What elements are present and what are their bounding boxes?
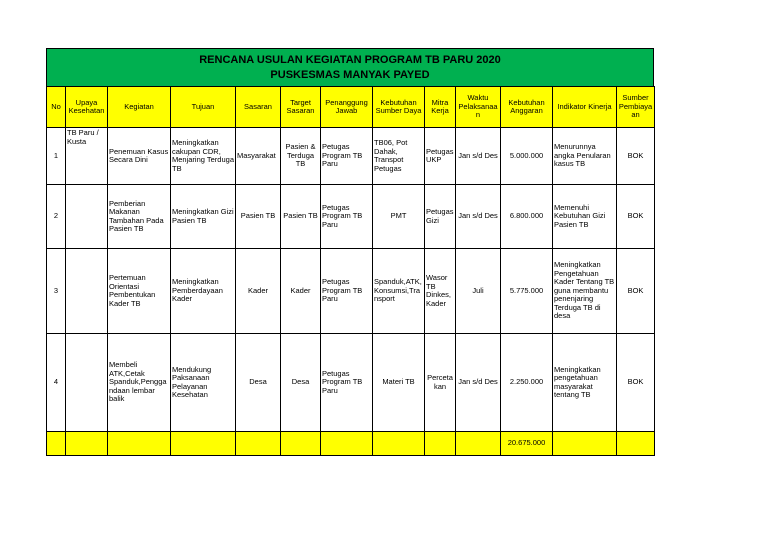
- cell-mitra: Petugas UKP: [425, 128, 456, 185]
- total-empty-cell: [617, 432, 655, 456]
- cell-tujuan: Mendukung Paksanaan Pelayanan Kesehatan: [171, 334, 236, 432]
- cell-anggaran: 6.800.000: [501, 185, 553, 249]
- cell-kegiatan: Membeli ATK,Cetak Spanduk,Penggandaan lembar balik: [108, 334, 171, 432]
- cell-mitra: Percetakan: [425, 334, 456, 432]
- header-sumber-daya: Kebutuhan Sumber Daya: [373, 87, 425, 128]
- cell-tujuan: Meningkatkan Pemberdayaan Kader: [171, 249, 236, 334]
- cell-anggaran: 5.000.000: [501, 128, 553, 185]
- cell-waktu: Jan s/d Des: [456, 185, 501, 249]
- cell-target: Pasien TB: [281, 185, 321, 249]
- table-row: [47, 249, 655, 334]
- cell-sasaran: Desa: [236, 334, 281, 432]
- total-empty-cell: [281, 432, 321, 456]
- header-sumber-pembiayaan: Sumber Pembiayaan: [617, 87, 655, 128]
- plan-table: [46, 86, 655, 456]
- header-waktu: Waktu Pelaksanaan: [456, 87, 501, 128]
- table-row: [47, 128, 655, 185]
- cell-upaya: TB Paru / Kusta: [66, 128, 108, 185]
- cell-indikator: Meningkatkan Pengetahuan Kader Tentang TB guna membantu penenjaring Terduga TB di desa: [553, 249, 617, 334]
- total-anggaran: 20.675.000: [501, 432, 553, 456]
- cell-sumber-pembiayaan: BOK: [617, 334, 655, 432]
- cell-sasaran: Pasien TB: [236, 185, 281, 249]
- cell-target: Desa: [281, 334, 321, 432]
- header-no: No: [47, 87, 66, 128]
- cell-tujuan: Meningkatkan cakupan CDR, Menjaring Terduga TB: [171, 128, 236, 185]
- header-indikator: Indikator Kinerja: [553, 87, 617, 128]
- cell-target: Kader: [281, 249, 321, 334]
- title-line-2: PUSKESMAS MANYAK PAYED: [270, 69, 430, 81]
- cell-anggaran: 2.250.000: [501, 334, 553, 432]
- cell-sumber-daya: Spanduk,ATK,Konsumsi,Transport: [373, 249, 425, 334]
- cell-kegiatan: Pemberian Makanan Tambahan Pada Pasien TB: [108, 185, 171, 249]
- cell-penanggung-jawab: Petugas Program TB Paru: [321, 128, 373, 185]
- cell-upaya: [66, 249, 108, 334]
- header-mitra: Mitra Kerja: [425, 87, 456, 128]
- cell-waktu: Jan s/d Des: [456, 128, 501, 185]
- cell-penanggung-jawab: Petugas Program TB Paru: [321, 334, 373, 432]
- total-empty-cell: [456, 432, 501, 456]
- total-empty-cell: [66, 432, 108, 456]
- table-row: [47, 185, 655, 249]
- header-penanggung-jawab: Penanggung Jawab: [321, 87, 373, 128]
- cell-sumber-pembiayaan: BOK: [617, 128, 655, 185]
- cell-sumber-pembiayaan: BOK: [617, 185, 655, 249]
- header-target: Target Sasaran: [281, 87, 321, 128]
- title-line-1: RENCANA USULAN KEGIATAN PROGRAM TB PARU 2020: [199, 54, 501, 66]
- cell-waktu: Juli: [456, 249, 501, 334]
- cell-indikator: Menurunnya angka Penularan kasus TB: [553, 128, 617, 185]
- cell-sumber-daya: TB06, Pot Dahak, Transpot Petugas: [373, 128, 425, 185]
- cell-upaya: [66, 334, 108, 432]
- header-upaya: Upaya Kesehatan: [66, 87, 108, 128]
- cell-no: 3: [47, 249, 66, 334]
- cell-indikator: Meningkatkan pengetahuan masyarakat tentang TB: [553, 334, 617, 432]
- total-empty-cell: [47, 432, 66, 456]
- cell-upaya: [66, 185, 108, 249]
- cell-mitra: Wasor TB Dinkes, Kader: [425, 249, 456, 334]
- cell-sasaran: Masyarakat: [236, 128, 281, 185]
- total-empty-cell: [236, 432, 281, 456]
- cell-no: 4: [47, 334, 66, 432]
- cell-penanggung-jawab: Petugas Program TB Paru: [321, 249, 373, 334]
- header-row: [47, 87, 655, 128]
- cell-penanggung-jawab: Petugas Program TB Paru: [321, 185, 373, 249]
- cell-kegiatan: Penemuan Kasus Secara Dini: [108, 128, 171, 185]
- cell-indikator: Memenuhi Kebutuhan Gizi Pasien TB: [553, 185, 617, 249]
- total-empty-cell: [373, 432, 425, 456]
- cell-anggaran: 5.775.000: [501, 249, 553, 334]
- cell-sumber-pembiayaan: BOK: [617, 249, 655, 334]
- cell-kegiatan: Pertemuan Orientasi Pembentukan Kader TB: [108, 249, 171, 334]
- cell-waktu: Jan s/d Des: [456, 334, 501, 432]
- cell-no: 1: [47, 128, 66, 185]
- cell-tujuan: Meningkatkan Gizi Pasien TB: [171, 185, 236, 249]
- title-band: [46, 48, 654, 86]
- cell-sumber-daya: PMT: [373, 185, 425, 249]
- total-empty-cell: [171, 432, 236, 456]
- total-empty-cell: [108, 432, 171, 456]
- cell-sasaran: Kader: [236, 249, 281, 334]
- cell-target: Pasien & Terduga TB: [281, 128, 321, 185]
- total-empty-cell: [321, 432, 373, 456]
- total-row: [47, 432, 655, 456]
- header-sasaran: Sasaran: [236, 87, 281, 128]
- header-kegiatan: Kegiatan: [108, 87, 171, 128]
- table-row: [47, 334, 655, 432]
- spreadsheet: [46, 48, 654, 456]
- header-tujuan: Tujuan: [171, 87, 236, 128]
- cell-mitra: Petugas Gizi: [425, 185, 456, 249]
- header-anggaran: Kebutuhan Anggaran: [501, 87, 553, 128]
- cell-sumber-daya: Materi TB: [373, 334, 425, 432]
- total-empty-cell: [553, 432, 617, 456]
- total-empty-cell: [425, 432, 456, 456]
- cell-no: 2: [47, 185, 66, 249]
